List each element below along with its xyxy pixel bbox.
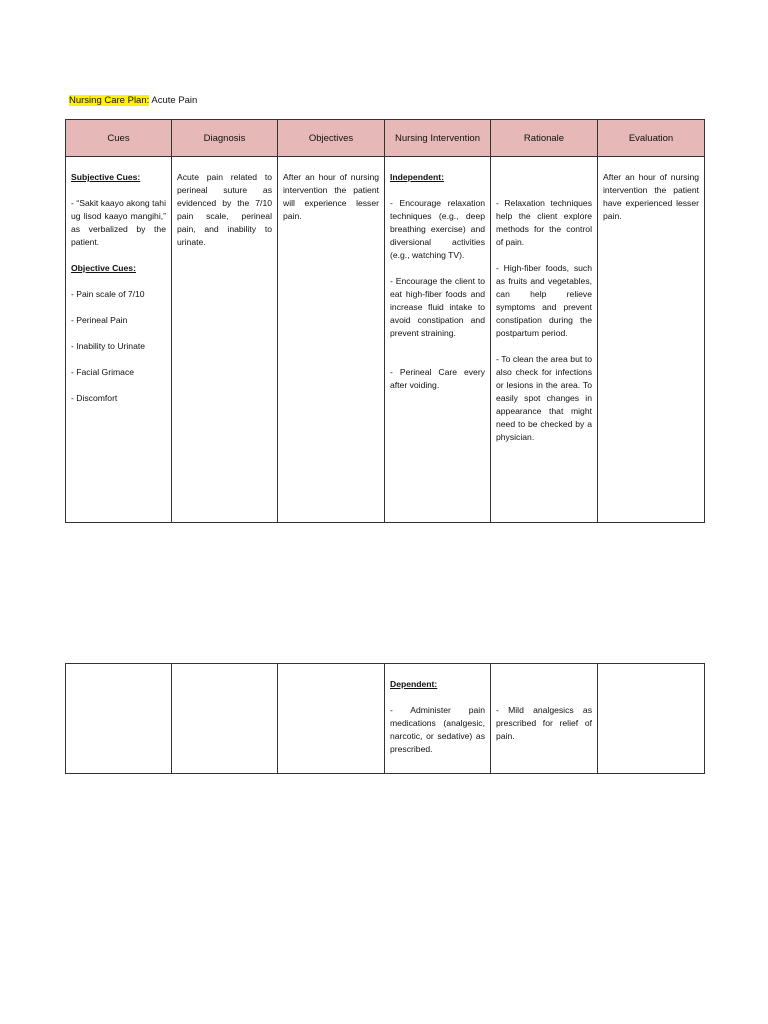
intervention-cell: [385, 664, 491, 774]
objective-item: - Inability to Urinate: [71, 341, 146, 351]
rationale-item: - Mild analgesics as prescribed for relief of pain.: [496, 705, 592, 741]
cues-cell: [66, 157, 172, 523]
care-plan-table-continued: [65, 663, 705, 774]
rationale-item: - Relaxation techniques help the client explore methods for the control of pain.: [496, 198, 592, 247]
intervention-item: - Administer pain medications (analgesic, narcotic, or sedative) as prescribed.: [390, 705, 485, 754]
objective-item: - Pain scale of 7/10: [71, 289, 145, 299]
rationale-item: - High-fiber foods, such as fruits and vegetables, can help relieve symptoms and prevent constipation during the postpartum period.: [496, 263, 592, 338]
document-title: [69, 95, 197, 107]
cues-cell-empty: [66, 664, 172, 774]
table-row: [66, 157, 705, 523]
header-intervention: Nursing Intervention: [385, 120, 491, 157]
objective-heading: Objective Cues:: [71, 263, 136, 273]
evaluation-cell: [598, 157, 705, 523]
title-value: Acute Pain: [149, 95, 198, 106]
header-cues: Cues: [66, 120, 172, 157]
objectives-text: After an hour of nursing intervention the patient will experience lesser pain.: [283, 172, 379, 221]
evaluation-text: After an hour of nursing intervention the patient have experienced lesser pain.: [603, 172, 699, 221]
header-evaluation: Evaluation: [598, 120, 705, 157]
objective-item: - Discomfort: [71, 393, 118, 403]
dependent-heading: Dependent:: [390, 679, 438, 689]
evaluation-cell-empty: [598, 664, 705, 774]
subjective-text: - “Sakit kaayo akong tahi ug lisod kaayo mangihi,” as verbalized by the patient.: [71, 198, 166, 247]
objective-item: - Perineal Pain: [71, 315, 128, 325]
independent-heading: Independent:: [390, 172, 444, 182]
diagnosis-text: Acute pain related to perineal suture as evidenced by the 7/10 pain scale, perineal pain, and inability to urinate.: [177, 172, 272, 247]
rationale-item: - To clean the area but to also check for infections or lesions in the area. To easily spot changes in appearance that might need to be checked by a physician.: [496, 354, 592, 442]
header-rationale: Rationale: [491, 120, 598, 157]
objectives-cell-empty: [278, 664, 385, 774]
objectives-cell: [278, 157, 385, 523]
table-row: [66, 664, 705, 774]
objective-item: - Facial Grimace: [71, 367, 135, 377]
intervention-item: - Encourage relaxation techniques (e.g., deep breathing exercise) and diversional activities (e.g., watching TV).: [390, 198, 485, 260]
header-diagnosis: Diagnosis: [172, 120, 278, 157]
rationale-cell: [491, 664, 598, 774]
header-row: [66, 120, 705, 157]
title-label: Nursing Care Plan:: [69, 95, 150, 106]
diagnosis-cell-empty: [172, 664, 278, 774]
subjective-heading: Subjective Cues:: [71, 172, 141, 182]
care-plan-table: [65, 119, 705, 523]
header-objectives: Objectives: [278, 120, 385, 157]
diagnosis-cell: [172, 157, 278, 523]
intervention-cell: [385, 157, 491, 523]
rationale-cell: [491, 157, 598, 523]
intervention-item: - Perineal Care every after voiding.: [390, 367, 485, 390]
intervention-item: - Encourage the client to eat high-fiber foods and increase fluid intake to avoid constipation and prevent straining.: [390, 276, 485, 338]
